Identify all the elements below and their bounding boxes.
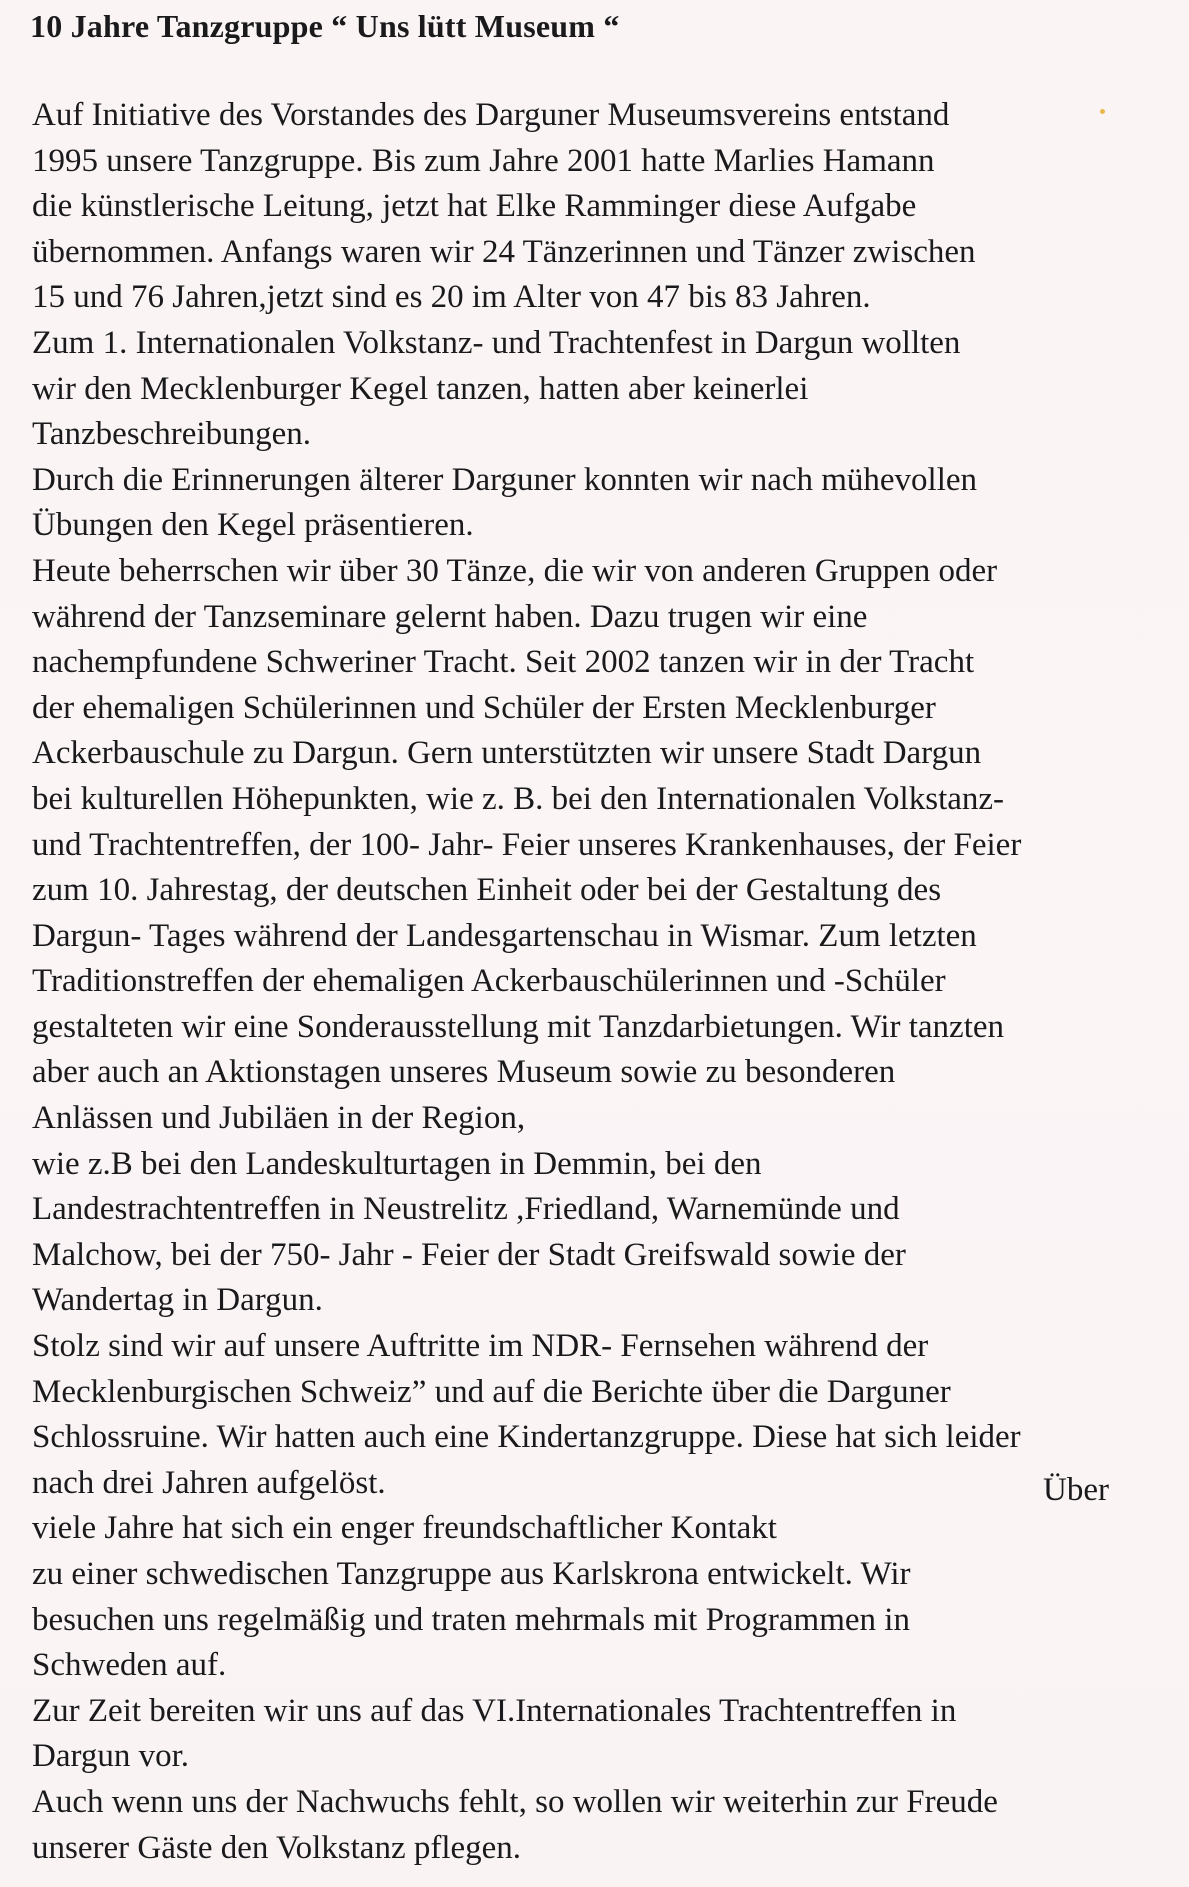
text-line: Ackerbauschule zu Dargun. Gern unterstützten wir unsere Stadt Dargun xyxy=(32,735,982,772)
text-line: Übungen den Kegel präsentieren. xyxy=(32,507,474,544)
text-line: wie z.B bei den Landeskulturtagen in Demmin, bei den xyxy=(32,1145,762,1182)
document-body xyxy=(32,93,1189,1871)
text-line: 1995 unsere Tanzgruppe. Bis zum Jahre 2001 hatte Marlies Hamann xyxy=(32,142,935,179)
text-line: und Trachtentreffen, der 100- Jahr- Feier unseres Krankenhauses, der Feier xyxy=(32,826,1022,863)
text-line: nachempfundene Schweriner Tracht. Seit 2002 tanzen wir in der Tracht xyxy=(32,644,975,681)
text-line: übernommen. Anfangs waren wir 24 Tänzerinnen und Tänzer zwischen xyxy=(32,233,976,270)
text-line: unserer Gäste den Volkstanz pflegen. xyxy=(32,1829,522,1866)
text-line: Schlossruine. Wir hatten auch eine Kindertanzgruppe. Diese hat sich leider xyxy=(32,1419,1021,1456)
text-line: Auf Initiative des Vorstandes des Darguner Museumsvereins entstand xyxy=(32,97,950,133)
text-line: die künstlerische Leitung, jetzt hat Elke Ramminger diese Aufgabe xyxy=(32,188,917,225)
text-line: besuchen uns regelmäßig und traten mehrmals mit Programmen in xyxy=(32,1601,910,1638)
text-line: wir den Mecklenburger Kegel tanzen, hatten aber keinerlei xyxy=(32,370,809,407)
floating-word: Über xyxy=(1043,1472,1109,1508)
text-line: nach drei Jahren aufgelöst. xyxy=(32,1464,386,1501)
text-line: Mecklenburgischen Schweiz” und auf die Berichte über die Darguner xyxy=(32,1373,951,1410)
text-line: bei kulturellen Höhepunkten, wie z. B. bei den Internationalen Volkstanz- xyxy=(32,780,1005,817)
text-line: während der Tanzseminare gelernt haben. Dazu trugen wir eine xyxy=(32,598,868,635)
text-line: gestalteten wir eine Sonderausstellung mit Tanzdarbietungen. Wir tanzten xyxy=(32,1008,1005,1045)
text-line: zu einer schwedischen Tanzgruppe aus Karlskrona entwickelt. Wir xyxy=(32,1556,911,1592)
document-title: 10 Jahre Tanzgruppe “ Uns lütt Museum “ xyxy=(30,8,620,44)
text-line: viele Jahre hat sich ein enger freundschaftlicher Kontakt xyxy=(32,1510,777,1547)
text-line: zum 10. Jahrestag, der deutschen Einheit oder bei der Gestaltung des xyxy=(32,872,942,909)
text-line: Dargun- Tages während der Landesgartenschau in Wismar. Zum letzten xyxy=(32,917,977,954)
text-line: Dargun vor. xyxy=(32,1738,190,1775)
text-line: Zur Zeit bereiten wir uns auf das VI.Internationales Trachtentreffen in xyxy=(32,1692,957,1729)
text-line: Tanzbeschreibungen. xyxy=(32,416,311,453)
text-line: Landestrachtentreffen in Neustrelitz ,Friedland, Warnemünde und xyxy=(32,1191,900,1228)
text-line: Durch die Erinnerungen älterer Darguner konnten wir nach mühevollen xyxy=(32,461,978,498)
text-line: Traditionstreffen der ehemaligen Ackerbauschülerinnen und -Schüler xyxy=(32,963,946,1000)
text-line: Wandertag in Dargun. xyxy=(32,1282,323,1319)
text-line: 15 und 76 Jahren,jetzt sind es 20 im Alter von 47 bis 83 Jahren. xyxy=(32,279,871,316)
text-line: Heute beherrschen wir über 30 Tänze, die wir von anderen Gruppen oder xyxy=(32,552,998,589)
text-line: Anlässen und Jubiläen in der Region, xyxy=(32,1100,526,1137)
text-line: Malchow, bei der 750- Jahr - Feier der Stadt Greifswald sowie der xyxy=(32,1236,906,1273)
text-line: Auch wenn uns der Nachwuchs fehlt, so wollen wir weiterhin zur Freude xyxy=(32,1783,998,1820)
text-line: aber auch an Aktionstagen unseres Museum sowie zu besonderen xyxy=(32,1054,896,1091)
text-line: Stolz sind wir auf unsere Auftritte im NDR- Fernsehen während der xyxy=(32,1328,929,1365)
text-line: der ehemaligen Schülerinnen und Schüler der Ersten Mecklenburger xyxy=(32,689,936,726)
text-line: Schweden auf. xyxy=(32,1647,227,1684)
text-line: Zum 1. Internationalen Volkstanz- und Trachtenfest in Dargun wollten xyxy=(32,324,961,361)
